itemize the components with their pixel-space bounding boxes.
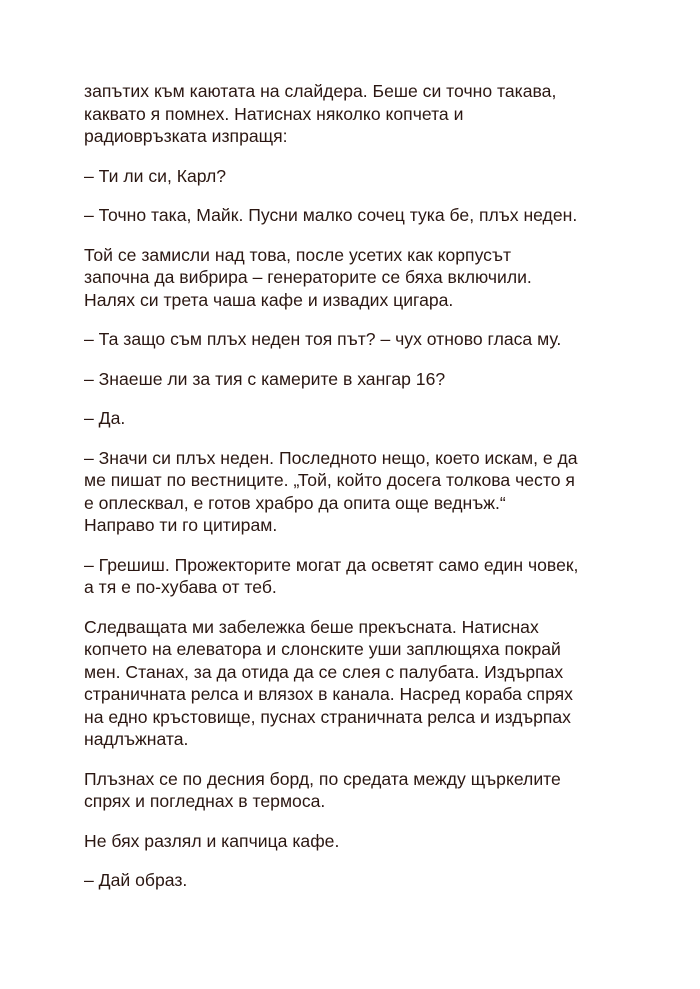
paragraph: Плъзнах се по десния борд, по средата между щъркелите спрях и погледнах в термоса. bbox=[84, 768, 561, 811]
paragraph: Следващата ми забележка беше прекъсната. Натиснах копчето на елеватора и слонските уши заплющяха покрай мен. Станах, за да отида да се слея с палубата. Издърпах страничната релса и влязох в канала. Насред кораба спрях на едно кръстовище, пуснах страничната релса и издърпах надлъжната. bbox=[84, 616, 573, 749]
paragraph: – Грешиш. Прожекторите могат да осветят само един човек, а тя е по-хубава от теб. bbox=[84, 554, 579, 597]
document-page bbox=[84, 80, 644, 909]
paragraph: – Знаеше ли за тия с камерите в хангар 16? bbox=[84, 368, 446, 389]
paragraph: Не бях разлял и капчица кафе. bbox=[84, 830, 340, 851]
paragraph: – Значи си плъх неден. Последното нещо, което искам, е да ме пишат по вестниците. „Той, който досега толкова често я е оплесквал, е готов храбро да опита още веднъж.“ Направо ти го цитирам. bbox=[84, 447, 578, 535]
paragraph: – Точно така, Майк. Пусни малко сочец тука бе, плъх неден. bbox=[84, 205, 578, 225]
paragraph: – Та защо съм плъх неден тоя път? – чух отново гласа му. bbox=[84, 329, 562, 349]
paragraph: – Ти ли си, Карл? bbox=[84, 165, 227, 186]
paragraph: – Дай образ. bbox=[84, 870, 188, 890]
paragraph: запътих към каютата на слайдера. Беше си точно такава, каквато я помнех. Натиснах няколко копчета и радиовръзката изпращя: bbox=[84, 81, 557, 146]
paragraph: – Да. bbox=[84, 408, 126, 428]
paragraph: Той се замисли над това, после усетих как корпусът започна да вибрира – генераторите се бяха включили. Налях си трета чаша кафе и извадих цигара. bbox=[84, 244, 532, 310]
